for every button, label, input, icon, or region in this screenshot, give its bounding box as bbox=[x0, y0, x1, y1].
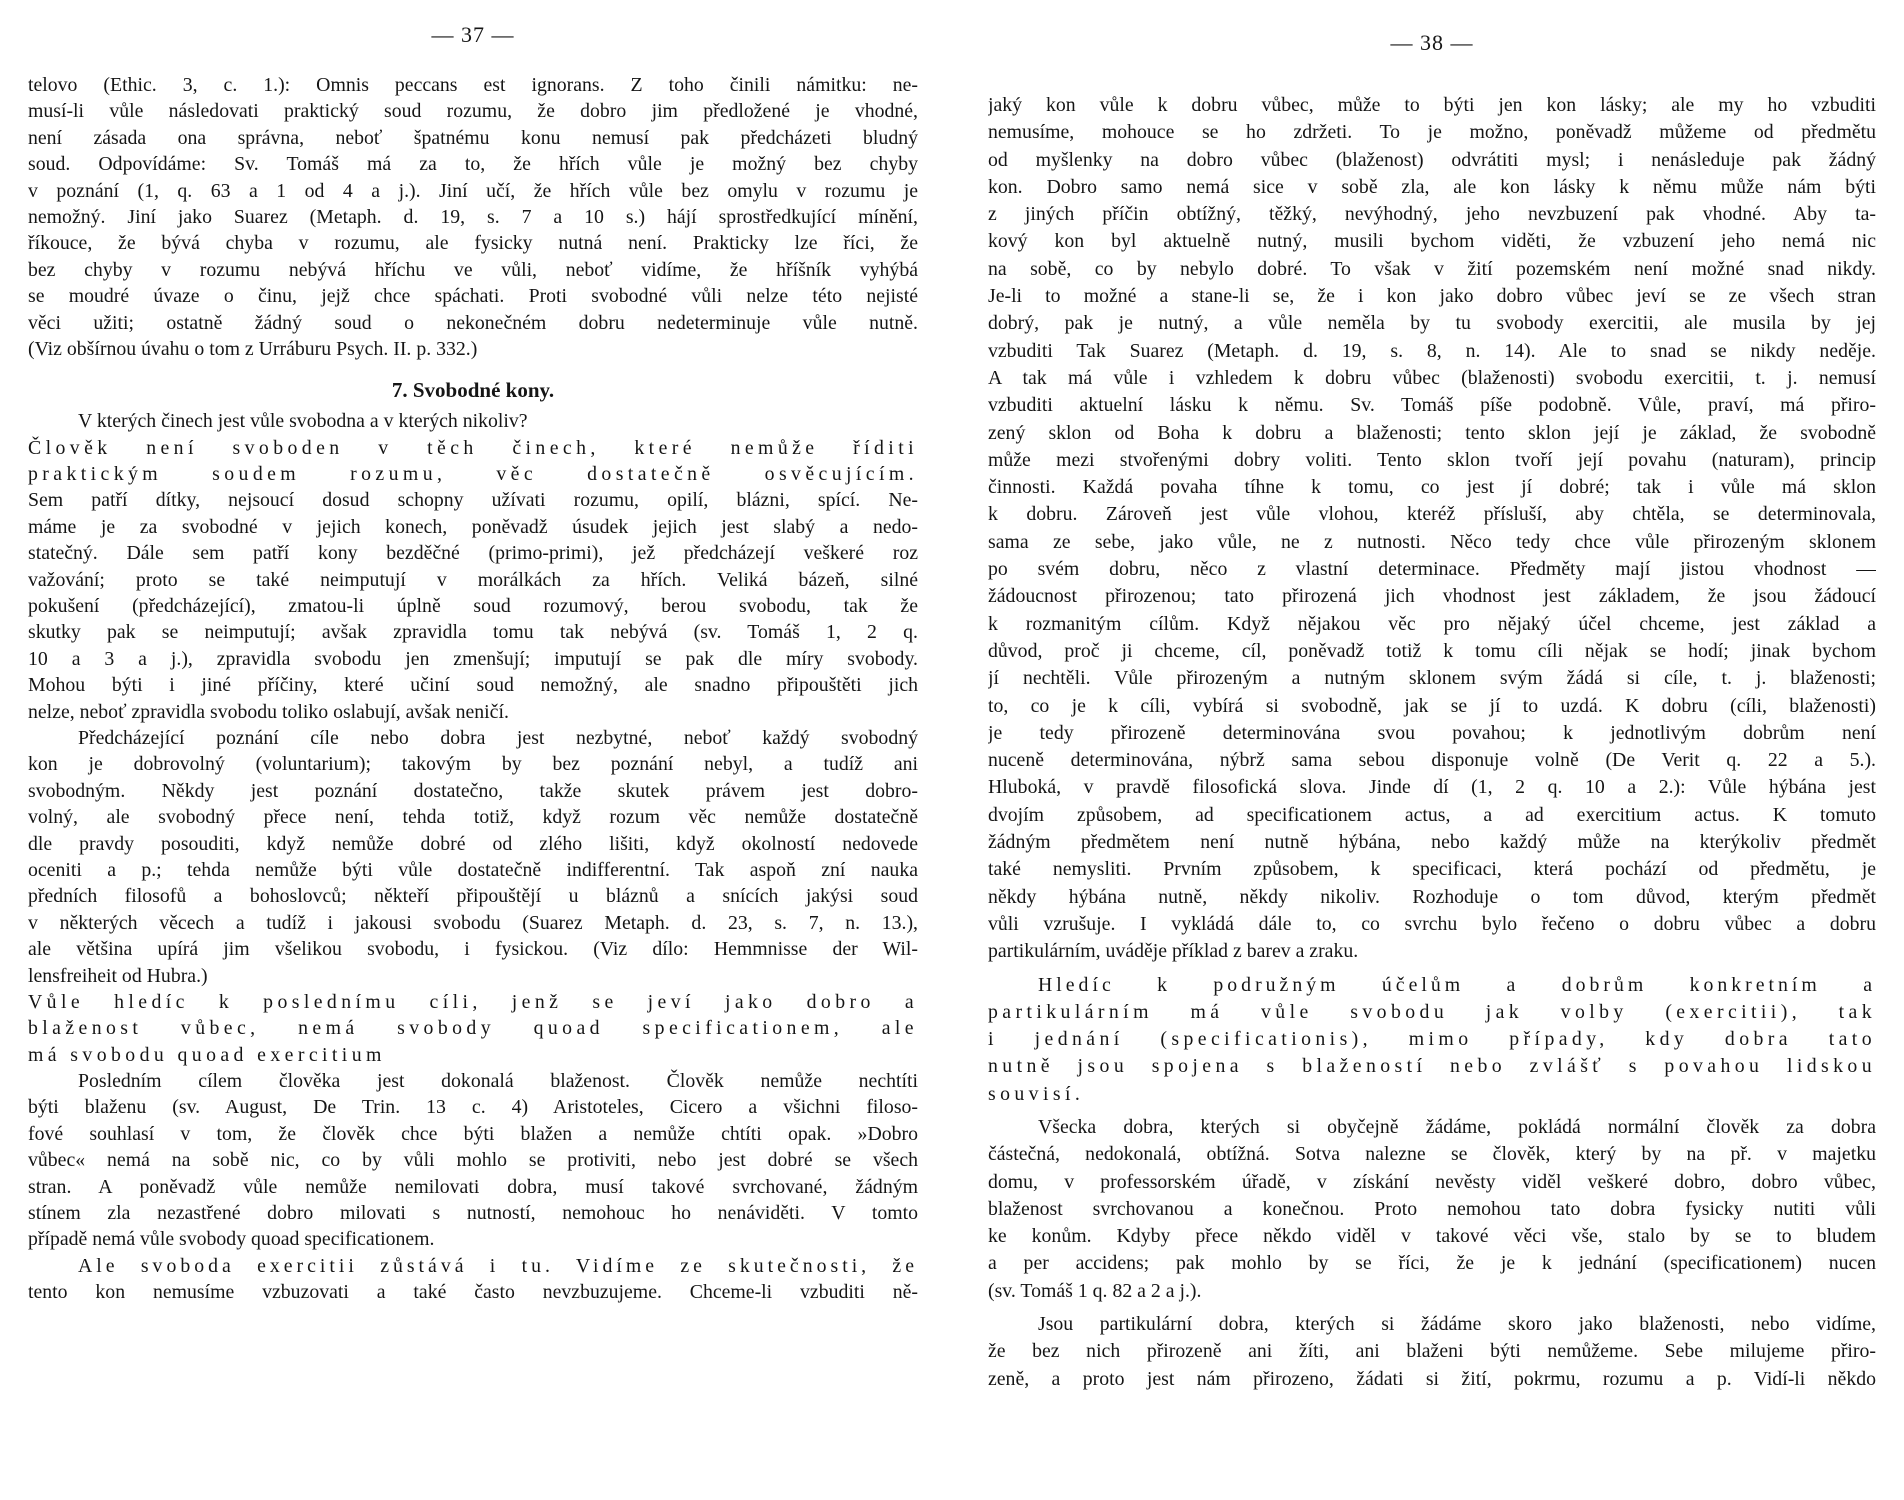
text-line: vůli vzrušuje. I vykládá dále to, co svrchu bylo řečeno o dobru vůbec a dobru bbox=[988, 912, 1876, 935]
text-line: zený sklon od Boha k dobru a blaženosti; tento sklon její je základ, že svobodně bbox=[988, 421, 1876, 444]
text-line: v některých věcech a tudíž i jakousi svobodu (Suarez Metaph. d. 23, s. 7, n. 13.), bbox=[28, 911, 918, 934]
text-line: zeně, a proto jest nám přirozeno, žádati si žití, pokrmu, rozumu a p. Vidí-li někdo bbox=[988, 1367, 1876, 1390]
section-question: V kterých činech jest vůle svobodna a v kterých nikoliv? bbox=[78, 410, 528, 433]
spaced-thesis-block-1 bbox=[28, 435, 918, 725]
text-line: důvod, proč ji chceme, cíl, poněvadž totiž k tomu cíli nějak se hodí; jinak bychom bbox=[988, 639, 1876, 662]
text-line: někdy hýbána nutně, někdy nikoliv. Rozhoduje o tom důvod, kterým předmět bbox=[988, 885, 1876, 908]
spaced-thesis-block bbox=[988, 972, 1876, 1108]
paragraph-block-1 bbox=[28, 72, 918, 362]
text-line: od myšlenky na dobro vůbec (blaženost) odvrátiti mysl; i nenásleduje pak žádný bbox=[988, 148, 1876, 171]
page-38 bbox=[988, 0, 1876, 1393]
text-line: že bez nich přirozeně ani žíti, ani blaženi býti nemůžeme. Sebe milujeme přiro- bbox=[988, 1340, 1876, 1363]
text-line: souvisí. bbox=[988, 1082, 1085, 1105]
text-line: tento kon nemusíme vzbuzovati a také často nevzbuzujeme. Chceme-li vzbuditi ně- bbox=[28, 1281, 918, 1304]
text-line: Jsou partikulární dobra, kterých si žádáme skoro jako blaženosti, nebo vidíme, bbox=[1038, 1313, 1876, 1336]
text-line: a per accidens; pak mohlo by se říci, že je k jednání (specificationem) nucen bbox=[988, 1252, 1876, 1275]
paragraph-block-3 bbox=[28, 1068, 918, 1253]
text-line: k dobru. Zároveň jest vůle vlohou, kteréž přísluší, aby chtěla, se determinovala, bbox=[988, 503, 1876, 526]
text-line: stran. A poněvadž vůle nemůže nemilovati dobra, musí takové svrchované, žádným bbox=[28, 1175, 918, 1198]
text-line: kon. Dobro samo nemá sice v sobě zla, ale kon lásky k němu může nám býti bbox=[988, 175, 1876, 198]
text-line: dobrý, pak je nutný, a vůle neměla by tu svobody exercitii, ale musila by jej bbox=[988, 312, 1876, 335]
text-line: nelze, neboť zpravidla svobodu toliko oslabují, avšak neničí. bbox=[28, 700, 509, 723]
text-line: Vůle hledíc k poslednímu cíli, jenž se jeví jako dobro a bbox=[28, 990, 918, 1013]
text-line: partikulárním, uváděje příklad z barev a zraku. bbox=[988, 940, 1359, 963]
text-line: ke konům. Kdyby přece někdo viděl v takové věci vše, stalo by se to bludem bbox=[988, 1225, 1876, 1248]
text-line: také nemysliti. Prvním způsobem, k specificaci, která pochází od předmětu, je bbox=[988, 858, 1876, 881]
text-line: Všecka dobra, kterých si obyčejně žádáme, pokládá normální člověk za dobra bbox=[1038, 1115, 1876, 1138]
page-number: — 37 — bbox=[431, 22, 515, 47]
paragraph-block-2 bbox=[28, 725, 918, 989]
text-line: říkouce, že bývá chyba v rozumu, ale fysicky nutná není. Prakticky lze říci, že bbox=[28, 232, 918, 255]
text-line: Hledíc k podružným účelům a dobrům konkretním a bbox=[1038, 973, 1876, 996]
text-line: volný, ale svobodný přece není, tehda totiž, když rozum věc nemůže dostatečně bbox=[28, 806, 918, 829]
text-line: telovo (Ethic. 3, c. 1.): Omnis peccans est ignorans. Z toho činili námitku: ne- bbox=[28, 74, 918, 96]
text-line: (Viz obšírnou úvahu o tom z Urráburu Psych. II. p. 332.) bbox=[28, 337, 478, 360]
text-line: Člověk není svoboden v těch činech, které nemůže říditi bbox=[28, 436, 918, 459]
paragraph-block-2 bbox=[988, 1114, 1876, 1305]
text-line: vůbec« nemá na sobě nic, co by vůli mohlo se protiviti, nebo jest dobré se všech bbox=[28, 1149, 918, 1172]
text-line: to, co je k cíli, vybírá si svobodně, jak se jí to uzdá. K dobru (cíli, blaženosti) bbox=[988, 694, 1876, 717]
paragraph-block-3 bbox=[988, 1311, 1876, 1393]
text-line: předních filosofů a bohoslovců; někteří připouštějí u bláznů a snících jakýsi soud bbox=[28, 885, 918, 908]
text-line: nemusíme, mohouce se ho zdržeti. To je možno, poněvadž můžeme od předmětu bbox=[988, 121, 1876, 144]
text-line: stínem zla nezastřené dobro milovati s nutností, nemohouc ho nenáviděti. V tomto bbox=[28, 1202, 918, 1225]
text-line: dvojím způsobem, ad specificationem actus, a ad exercitium actus. K tomuto bbox=[988, 803, 1876, 826]
text-line: může mezi stvořenými dobry voliti. Tento sklon tvoří její povahu (naturam), princip bbox=[988, 448, 1876, 471]
text-line: domu, v professorském úřadě, v získání nevěsty viděl veškeré dobro, dobro vůbec, bbox=[988, 1170, 1876, 1193]
text-line: případě nemá vůle svobody quoad specificationem. bbox=[28, 1228, 435, 1251]
text-line: važování; proto se také neimputují v morálkách za hřích. Veliká bázeň, silné bbox=[28, 568, 918, 591]
text-line: žádným předmětem není nutně hýbána, nebo každý může na kterýkoliv předmět bbox=[988, 831, 1876, 854]
text-line: z jiných příčin obtížný, těžký, nevýhodný, jeho nevzbuzení pak vhodné. Aby ta- bbox=[988, 203, 1876, 226]
text-line: Je-li to možné a stane-li se, že i kon jako dobro vůbec jeví se ze všech stran bbox=[988, 285, 1876, 308]
text-line: není zásada ona správna, neboť špatnému konu nemusí pak předcházeti bludný bbox=[28, 126, 918, 149]
text-line: oceniti a p.; tehda nemůže býti vůle dostatečně indifferentní. Tak aspoň zní nauka bbox=[28, 858, 918, 881]
text-line: jí nechtěli. Vůle přirozeným a nutným sklonem svým žádá si cíle, t. j. blaženosti; bbox=[988, 667, 1876, 690]
text-line: Sem patří dítky, nejsoucí dosud schopny užívati rozumu, opilí, blázni, spící. Ne- bbox=[28, 489, 918, 512]
text-line: (sv. Tomáš 1 q. 82 a 2 a j.). bbox=[988, 1279, 1202, 1302]
page-37 bbox=[28, 0, 918, 1306]
text-line: býti blaženu (sv. August, De Trin. 13 c. 4) Aristoteles, Cicero a všichni filoso- bbox=[28, 1096, 918, 1119]
paragraph-block-4 bbox=[28, 1253, 918, 1306]
text-line: bez chyby v rozumu nebývá hříchu ve vůli, neboť vidíme, že hříšník vyhýbá bbox=[28, 258, 918, 281]
text-line: vzbuditi aktuelní lásku k němu. Sv. Tomáš píše podobně. Vůle, praví, má přiro- bbox=[988, 394, 1876, 417]
text-line: statečný. Dále sem patří kony bezděčné (primo-primi), jež předcházejí veškeré roz bbox=[28, 542, 918, 565]
text-line: blaženost vůbec, nemá svobody quoad specificationem, ale bbox=[28, 1017, 918, 1040]
text-line: Posledním cílem člověka jest dokonalá blaženost. Člověk nemůže nechtíti bbox=[78, 1070, 918, 1093]
text-line: blaženost svrchovanou a konečnou. Proto nemohou tato dobra fysicky nutiti vůli bbox=[988, 1197, 1876, 1220]
text-line: kon je dobrovolný (voluntarium); takovým by bez poznání nebyl, a tudíž ani bbox=[28, 753, 918, 776]
text-line: nemožný. Jiní jako Suarez (Metaph. d. 19, s. 7 a 10 s.) hájí sprostředkující mínění, bbox=[28, 205, 918, 228]
text-line: se moudré úvaze o činu, jejž chce spáchati. Proti svobodné vůli nelze této nejisté bbox=[28, 285, 918, 308]
text-line: je tedy přirozeně determinována svou povahou; k jednotlivým dobrům není bbox=[988, 721, 1876, 744]
text-line: má svobodu quoad exercitium bbox=[28, 1043, 386, 1066]
text-line: věci užiti; ostatně žádný soud o nekonečném dobru nedeterminuje vůle nutně. bbox=[28, 311, 918, 334]
text-line: 10 a 3 a j.), zpravidla svobodu jen zmenšují; imputují se pak dle míry svobody. bbox=[28, 647, 918, 670]
text-line: svobodným. Někdy jest poznání dostatečno, takže skutek právem jest dobro- bbox=[28, 779, 918, 802]
text-line: nuceně determinována, nýbrž sama sebou disponuje volně (De Verit q. 22 a 5.). bbox=[988, 749, 1876, 772]
text-line: ale většina upírá jim všelikou svobodu, i fysickou. (Viz dílo: Hemmnisse der Wil- bbox=[28, 938, 918, 961]
text-line: k rozmanitým cílům. Když nějakou věc pro nějaký účel chceme, jest základ a bbox=[988, 612, 1876, 635]
text-line: Předcházející poznání cíle nebo dobra jest nezbytné, neboť každý svobodný bbox=[78, 726, 918, 749]
text-line: partikulárním má vůle svobodu jak volby (exercitii), tak bbox=[988, 1000, 1876, 1023]
text-line: Ale svoboda exercitii zůstává i tu. Vidíme ze skutečnosti, že bbox=[78, 1254, 918, 1277]
page-number: — 38 — bbox=[1390, 30, 1474, 55]
text-line: lensfreiheit od Hubra.) bbox=[28, 964, 208, 987]
text-line: i jednání (specificationis), mimo případy, kdy dobra tato bbox=[988, 1028, 1876, 1051]
text-line: částečná, nedokonalá, obtížná. Sotva nalezne se člověk, který by na př. v majetku bbox=[988, 1143, 1876, 1166]
text-line: kový kon byl aktuelně nutný, musili bychom viděti, že vzbuzení jeho nemá nic bbox=[988, 230, 1876, 253]
paragraph-block-1 bbox=[988, 92, 1876, 966]
text-line: po svém dobru, něco z vlastní determinace. Předměty mají jistou vhodnost — bbox=[988, 558, 1876, 581]
text-line: skutky pak se neimputují; avšak zpravidla tomu tak nebývá (sv. Tomáš 1, 2 q. bbox=[28, 621, 918, 644]
text-line: jaký kon vůle k dobru vůbec, může to býti jen kon lásky; ale my ho vzbuditi bbox=[988, 94, 1876, 116]
text-line: na sobě, co by nebylo dobré. To však v žití pozemském není možné snad nikdy. bbox=[988, 257, 1876, 280]
text-line: v poznání (1, q. 63 a 1 od 4 a j.). Jiní učí, že hřích vůle bez omylu v rozumu je bbox=[28, 179, 918, 202]
text-line: musí-li vůle následovati praktický soud rozumu, že dobro jim předložené je vhodné, bbox=[28, 100, 918, 123]
text-line: Hluboká, v pravdě filosofická slova. Jinde dí (1, 2 q. 10 a 2.): Vůle hýbána jest bbox=[988, 776, 1876, 799]
spaced-thesis-block-2 bbox=[28, 989, 918, 1068]
text-line: A tak má vůle i vzhledem k dobru vůbec (blaženosti) svobodu exercitii, t. j. nemusí bbox=[988, 366, 1876, 389]
section-heading: 7. Svobodné kony. bbox=[391, 378, 555, 403]
text-line: žádoucnost přirozenou; tato přirozená jich vhodnost jest základem, že jsou žádoucí bbox=[988, 585, 1876, 608]
text-line: fové souhlasí v tom, že člověk chce býti blažen a nemůže chtíti opak. »Dobro bbox=[28, 1122, 918, 1145]
text-line: činnosti. Každá povaha tíhne k tomu, co jest jí dobré; tak i vůle má sklon bbox=[988, 476, 1876, 499]
text-line: dle pravdy posouditi, když nemůže dobré od zlého lišiti, když okolností nedovede bbox=[28, 832, 918, 855]
text-line: praktickým soudem rozumu, věc dostatečně osvěcujícím. bbox=[28, 463, 918, 486]
text-line: nutně jsou spojena s blažeností nebo zvlášť s povahou lidskou bbox=[988, 1055, 1876, 1078]
text-line: máme je za svobodné v jejich konech, poněvadž úsudek jejich jest slabý a nedo- bbox=[28, 515, 918, 538]
text-line: vzbuditi Tak Suarez (Metaph. d. 19, s. 8, n. 14). Ale to snad se nikdy neděje. bbox=[988, 339, 1876, 362]
text-line: pokušení (předcházející), zmatou-li úplně soud rozumový, berou svobodu, tak že bbox=[28, 595, 918, 618]
text-line: soud. Odpovídáme: Sv. Tomáš má za to, že hřích vůle je možný bez chyby bbox=[28, 153, 918, 176]
text-line: sama ze sebe, jako vůle, ne z nutnosti. Něco tedy chce vůle přirozeným sklonem bbox=[988, 530, 1876, 553]
text-line: Mohou býti i jiné příčiny, které učiní soud nemožný, ale snadno připouštěti jich bbox=[28, 674, 918, 697]
